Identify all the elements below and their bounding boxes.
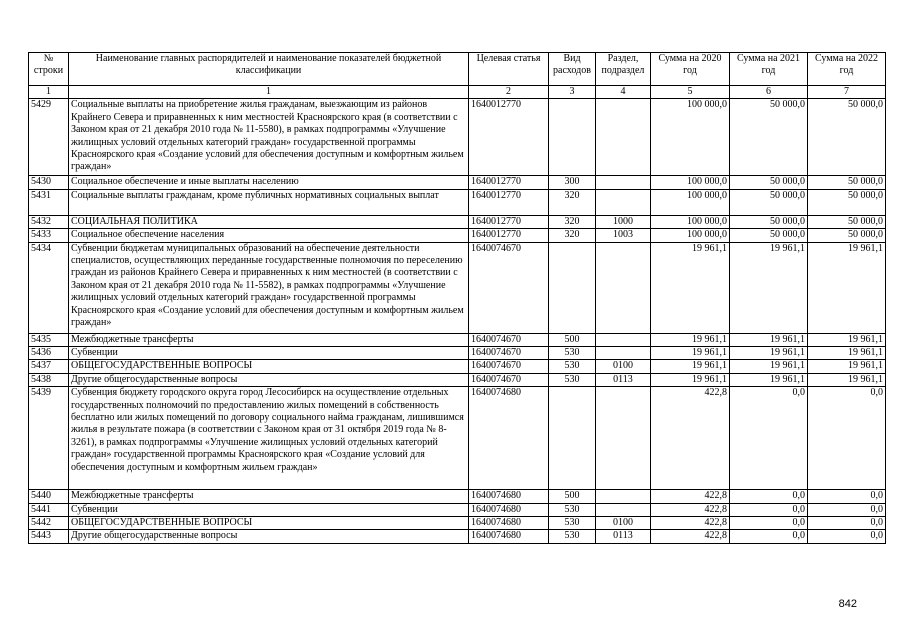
row-kind: 320 [549,189,596,215]
row-kind: 530 [549,373,596,386]
row-target: 1640012770 [469,176,549,189]
table-row [29,373,886,386]
row-kind [549,99,596,176]
table-row [29,242,886,333]
row-sum-2020: 100 000,0 [651,99,730,176]
row-sum-2021: 0,0 [730,387,808,490]
row-sum-2020: 422,8 [651,517,730,530]
col-number: 1 [69,86,469,99]
header-row [29,53,886,86]
row-sum-2021: 0,0 [730,530,808,543]
table-row [29,229,886,242]
row-section [596,99,651,176]
page-number: 842 [838,598,857,610]
row-target: 1640012770 [469,215,549,228]
row-kind: 530 [549,503,596,516]
table-row [29,347,886,360]
row-target: 1640074670 [469,242,549,333]
col-name-header: Наименование главных распорядителей и наименование показателей бюджетной классификации [69,53,469,86]
row-name: СОЦИАЛЬНАЯ ПОЛИТИКА [69,215,469,228]
row-sum-2020: 422,8 [651,530,730,543]
row-sum-2021: 50 000,0 [730,229,808,242]
row-sum-2022: 0,0 [808,387,886,490]
row-sum-2022: 19 961,1 [808,347,886,360]
table-row [29,176,886,189]
row-sum-2021: 19 961,1 [730,333,808,346]
row-section [596,347,651,360]
row-number: 5435 [29,333,69,346]
row-kind: 300 [549,176,596,189]
table-row [29,215,886,228]
row-target: 1640074680 [469,503,549,516]
row-number: 5434 [29,242,69,333]
row-name: Межбюджетные трансферты [69,333,469,346]
row-sum-2022: 50 000,0 [808,229,886,242]
row-sum-2020: 19 961,1 [651,360,730,373]
row-sum-2022: 0,0 [808,503,886,516]
row-section: 0100 [596,517,651,530]
row-number: 5432 [29,215,69,228]
row-sum-2020: 422,8 [651,503,730,516]
row-target: 1640074680 [469,490,549,503]
row-kind: 320 [549,215,596,228]
row-section [596,387,651,490]
row-name: Субвенции [69,503,469,516]
row-target: 1640012770 [469,99,549,176]
row-sum-2020: 19 961,1 [651,333,730,346]
row-kind: 530 [549,360,596,373]
row-section: 1003 [596,229,651,242]
table-row [29,490,886,503]
row-number: 5433 [29,229,69,242]
row-section: 1000 [596,215,651,228]
row-section [596,176,651,189]
row-sum-2021: 50 000,0 [730,189,808,215]
table-row [29,517,886,530]
row-name: Субвенции [69,347,469,360]
col-section-header: Раздел, подраздел [596,53,651,86]
row-sum-2020: 100 000,0 [651,229,730,242]
col-number: 2 [469,86,549,99]
row-name: Социальные выплаты на приобретение жилья гражданам, выезжающим из районов Крайнего Севера и приравненных к ним местностей Красноярского края (в соответствии с Законом края от 21 декабря 2010 года № 11-5580), в рамках подпрограммы «Улучшение жилищных условий отдельных категорий граждан» государственной программы Красноярского края «Создание условий для обеспечения доступным и комфортным жильем граждан» [69,99,469,176]
row-kind: 500 [549,490,596,503]
row-kind: 320 [549,229,596,242]
row-number: 5430 [29,176,69,189]
row-sum-2021: 0,0 [730,503,808,516]
col-number: 4 [596,86,651,99]
row-number: 5437 [29,360,69,373]
row-sum-2020: 100 000,0 [651,176,730,189]
row-section [596,490,651,503]
row-name: Межбюджетные трансферты [69,490,469,503]
col-2022-header: Сумма на 2022 год [808,53,886,86]
row-section [596,333,651,346]
row-name: Другие общегосударственные вопросы [69,530,469,543]
row-target: 1640012770 [469,229,549,242]
row-number: 5436 [29,347,69,360]
row-sum-2020: 19 961,1 [651,373,730,386]
row-kind: 500 [549,333,596,346]
row-section [596,242,651,333]
table-row [29,189,886,215]
row-section [596,503,651,516]
col-2021-header: Сумма на 2021 год [730,53,808,86]
table-row [29,99,886,176]
row-name: Субвенции бюджетам муниципальных образований на обеспечение деятельности специалистов, осуществляющих переданные государственные полномочия по переселению граждан из районов Крайнего Севера и приравненных к ним местностей (в соответствии с Законом края от 21 декабря 2010 года № 11-5582), в рамках подпрограммы «Улучшение жилищных условий отдельных категорий граждан» государственной программы Красноярского края «Создание условий для обеспечения доступным и комфортным жильем граждан» [69,242,469,333]
row-sum-2021: 0,0 [730,517,808,530]
row-sum-2021: 50 000,0 [730,176,808,189]
col-number: 5 [651,86,730,99]
col-number: 3 [549,86,596,99]
col-target-header: Целевая статья [469,53,549,86]
table-row [29,530,886,543]
row-target: 1640074670 [469,347,549,360]
row-sum-2022: 0,0 [808,490,886,503]
col-kind-header: Вид расходов [549,53,596,86]
row-sum-2022: 0,0 [808,517,886,530]
row-section: 0100 [596,360,651,373]
row-target: 1640012770 [469,189,549,215]
row-target: 1640074670 [469,360,549,373]
col-no-header: № строки [29,53,69,86]
row-sum-2022: 19 961,1 [808,373,886,386]
row-kind [549,387,596,490]
row-sum-2020: 422,8 [651,387,730,490]
row-name: ОБЩЕГОСУДАРСТВЕННЫЕ ВОПРОСЫ [69,517,469,530]
row-name: Социальное обеспечение населения [69,229,469,242]
row-number: 5440 [29,490,69,503]
row-section: 0113 [596,373,651,386]
table-row [29,333,886,346]
row-target: 1640074680 [469,530,549,543]
row-sum-2021: 19 961,1 [730,242,808,333]
row-number: 5442 [29,517,69,530]
column-number-row [29,86,886,99]
row-kind: 530 [549,347,596,360]
row-target: 1640074680 [469,387,549,490]
row-target: 1640074670 [469,373,549,386]
row-section: 0113 [596,530,651,543]
row-sum-2020: 19 961,1 [651,347,730,360]
row-kind: 530 [549,517,596,530]
row-sum-2022: 0,0 [808,530,886,543]
row-sum-2021: 50 000,0 [730,215,808,228]
col-2020-header: Сумма на 2020 год [651,53,730,86]
row-number: 5431 [29,189,69,215]
table-row [29,360,886,373]
row-sum-2020: 422,8 [651,490,730,503]
row-sum-2021: 0,0 [730,490,808,503]
row-sum-2020: 100 000,0 [651,215,730,228]
row-sum-2021: 19 961,1 [730,373,808,386]
row-sum-2022: 50 000,0 [808,215,886,228]
row-name: ОБЩЕГОСУДАРСТВЕННЫЕ ВОПРОСЫ [69,360,469,373]
row-number: 5441 [29,503,69,516]
row-target: 1640074680 [469,517,549,530]
row-sum-2021: 19 961,1 [730,360,808,373]
row-sum-2021: 19 961,1 [730,347,808,360]
row-sum-2020: 100 000,0 [651,189,730,215]
row-sum-2022: 50 000,0 [808,99,886,176]
col-number: 7 [808,86,886,99]
row-sum-2021: 50 000,0 [730,99,808,176]
row-sum-2022: 50 000,0 [808,189,886,215]
row-number: 5438 [29,373,69,386]
row-target: 1640074670 [469,333,549,346]
row-kind: 530 [549,530,596,543]
row-sum-2022: 50 000,0 [808,176,886,189]
row-section [596,189,651,215]
row-name: Субвенция бюджету городского округа город Лесосибирск на осуществление отдельных государственных полномочий по предоставлению жилых помещений в собственность бесплатно или жилых помещений по договору социального найма гражданам, лишившимся жилья в результате пожара (в соответствии с Законом края от 31 октября 2019 года № 8-3261), в рамках подпрограммы «Улучшение жилищных условий отдельных категорий граждан» государственной программы Красноярского края «Создание условий для обеспечения доступным и комфортным жильем граждан» [69,387,469,490]
table-row [29,387,886,490]
col-number: 6 [730,86,808,99]
row-sum-2020: 19 961,1 [651,242,730,333]
budget-table [28,52,886,544]
row-sum-2022: 19 961,1 [808,360,886,373]
row-kind [549,242,596,333]
row-name: Другие общегосударственные вопросы [69,373,469,386]
col-number: 1 [29,86,69,99]
row-name: Социальное обеспечение и иные выплаты населению [69,176,469,189]
row-name: Социальные выплаты гражданам, кроме публичных нормативных социальных выплат [69,189,469,215]
row-sum-2022: 19 961,1 [808,242,886,333]
table-row [29,503,886,516]
row-number: 5439 [29,387,69,490]
row-sum-2022: 19 961,1 [808,333,886,346]
table-body [29,99,886,543]
row-number: 5429 [29,99,69,176]
row-number: 5443 [29,530,69,543]
